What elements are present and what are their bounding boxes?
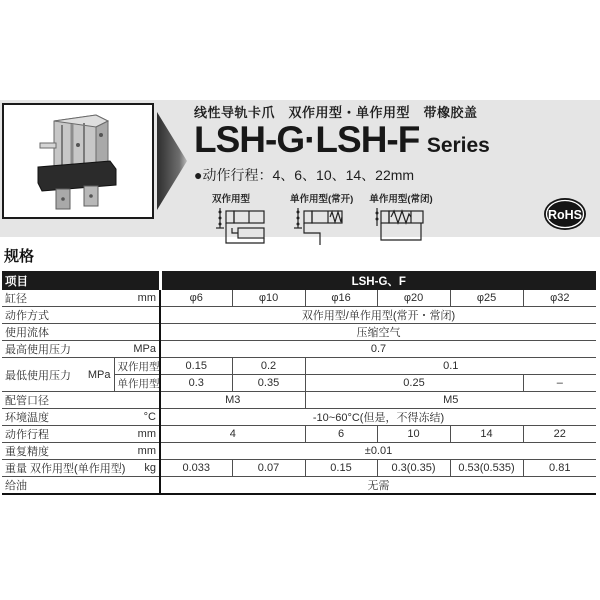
table-cell: φ25 (450, 290, 523, 307)
table-row-lube (2, 477, 596, 495)
table-row-bore (2, 290, 596, 307)
diagram-single-acting-nc (369, 191, 432, 246)
table-cell: 0.7 (160, 341, 596, 358)
rohs-icon (543, 196, 587, 232)
row-label: 重复精度 mm (2, 443, 160, 460)
table-cell: φ32 (523, 290, 596, 307)
table-cell: 22 (523, 426, 596, 443)
table-cell: 0.15 (160, 358, 232, 375)
table-cell: 0.1 (305, 358, 596, 375)
table-cell: ±0.01 (160, 443, 596, 460)
table-cell: 0.3 (160, 375, 232, 392)
table-cell: 4 (160, 426, 305, 443)
rohs-badge (543, 196, 587, 237)
table-row-min-pressure-double (2, 358, 596, 375)
row-label: 重量 双作用型(单作用型) kg (2, 460, 160, 477)
table-cell: 双作用型/单作用型(常开・常闭) (160, 307, 596, 324)
table-header-row (2, 272, 596, 290)
diagram-label: 单作用型(常开) (290, 193, 354, 205)
table-cell: 0.033 (160, 460, 232, 477)
section-title: 规格 (4, 248, 35, 265)
row-sublabel: 单作用型 (114, 375, 160, 392)
single-acting-no-schematic-icon (290, 206, 352, 246)
diagram-double-acting (212, 191, 274, 246)
table-row-stroke (2, 426, 596, 443)
table-row-action (2, 307, 596, 324)
table-row-max-pressure (2, 341, 596, 358)
page-title (194, 121, 564, 160)
table-cell: 0.53(0.535) (450, 460, 523, 477)
row-label: 最低使用压力 MPa (2, 358, 114, 392)
diagram-label: 单作用型(常闭) (369, 193, 433, 205)
series-title: LSH-G·LSH-F (194, 119, 420, 160)
table-row-weight (2, 460, 596, 477)
header-band (0, 100, 600, 237)
row-label: 动作方式 (2, 307, 160, 324)
table-cell: 0.35 (232, 375, 305, 392)
table-cell: 0.81 (523, 460, 596, 477)
header-series-cell: LSH-G、F (160, 272, 596, 290)
table-cell: 14 (450, 426, 523, 443)
table-cell: φ10 (232, 290, 305, 307)
table-cell: – (523, 375, 596, 392)
table-cell: 10 (377, 426, 450, 443)
table-cell: φ16 (305, 290, 377, 307)
table-cell: φ6 (160, 290, 232, 307)
spec-table (2, 271, 596, 495)
row-label: 配管口径 (2, 392, 160, 409)
table-cell: 无需 (160, 477, 596, 495)
table-row-temp (2, 409, 596, 426)
product-subtitle: 线性导轨卡爪 双作用型・单作用型 带橡胶盖 (194, 105, 478, 120)
header-item-cell: 项目 (2, 272, 160, 290)
stroke-info: ●动作行程：4、6、10、14、22mm (194, 166, 415, 183)
diagram-label: 双作用型 (212, 193, 251, 205)
row-label: 最高使用压力 MPa (2, 341, 160, 358)
row-label: 环境温度 °C (2, 409, 160, 426)
row-label: 缸径 mm (2, 290, 160, 307)
actuation-diagrams (212, 191, 564, 246)
table-cell: M5 (305, 392, 596, 409)
table-cell: M3 (160, 392, 305, 409)
row-label: 使用流体 (2, 324, 160, 341)
table-cell: 0.3(0.35) (377, 460, 450, 477)
product-photo (2, 103, 154, 219)
table-cell: 0.2 (232, 358, 305, 375)
table-cell: 0.15 (305, 460, 377, 477)
row-sublabel: 双作用型 (114, 358, 160, 375)
gripper-product-image (4, 105, 148, 213)
single-acting-nc-schematic-icon (369, 206, 431, 246)
table-row-port (2, 392, 596, 409)
arrow-graphic (157, 112, 189, 210)
table-cell: 0.25 (305, 375, 523, 392)
series-suffix: Series (426, 134, 490, 157)
rohs-label: RoHS (547, 208, 583, 222)
table-cell: φ20 (377, 290, 450, 307)
table-cell: 6 (305, 426, 377, 443)
table-cell: 压缩空气 (160, 324, 596, 341)
table-row-repeat (2, 443, 596, 460)
table-row-fluid (2, 324, 596, 341)
table-cell: -10~60°C(但是，不得冻结) (160, 409, 596, 426)
diagram-single-acting-no (290, 191, 353, 246)
row-label: 给油 (2, 477, 160, 495)
table-cell: 0.07 (232, 460, 305, 477)
row-label: 动作行程 mm (2, 426, 160, 443)
double-acting-schematic-icon (212, 206, 274, 246)
